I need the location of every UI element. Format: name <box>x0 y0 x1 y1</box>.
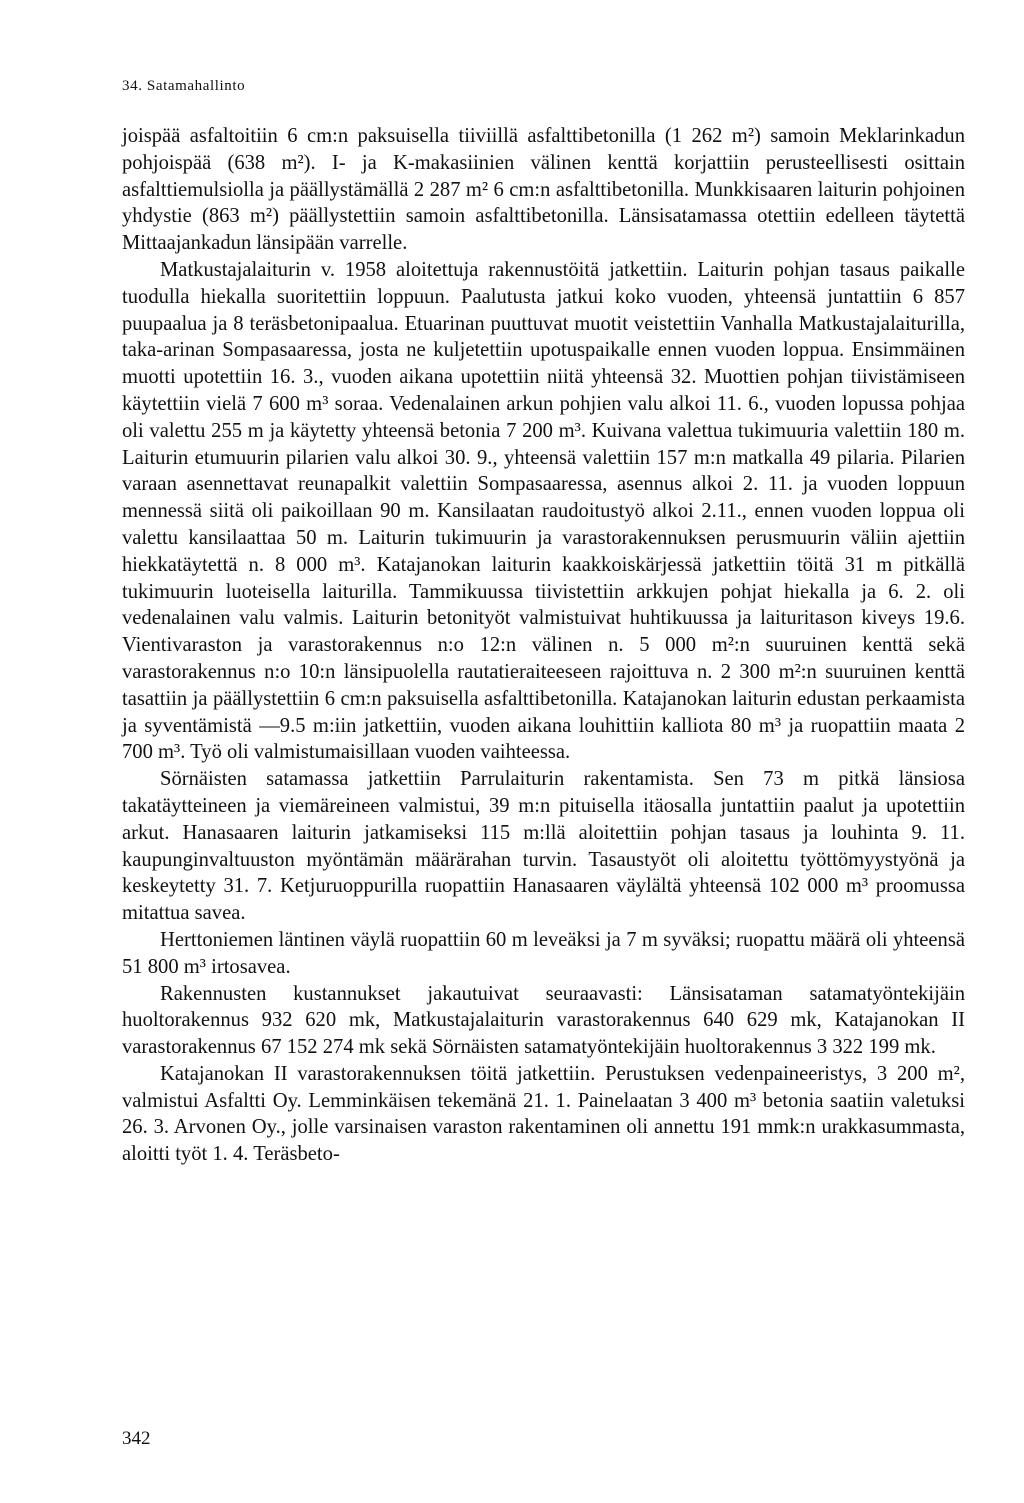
running-header: 34. Satamahallinto <box>122 78 246 94</box>
paragraph-2: Matkustajalaiturin v. 1958 aloitettuja rakennustöitä jatkettiin. Laiturin pohjan tasaus paikalle tuodulla hiekalla suoritettiin loppuun. Paalutusta jatkui koko vuoden, yhteensä juntattiin 6 857 puupaalua ja 8 teräsbetonipaalua. Etuarinan puuttuvat muotit veistettiin Vanhalla Matkustajalaiturilla, taka-arinan Sompasaaressa, josta ne kuljetettiin upotuspaikalle ennen vuoden loppua. Ensimmäinen muotti upotettiin 16. 3., vuoden aikana upotettiin niitä yhteensä 32. Muottien pohjan tiivistämiseen käytettiin vielä 7 600 m³ soraa. Vedenalainen arkun pohjien valu alkoi 11. 6., vuoden lopussa pohjaa oli valettu 255 m ja käytetty yhteensä betonia 7 200 m³. Kuivana valettua tukimuuria valettiin 180 m. Laiturin etumuurin pilarien valu alkoi 30. 9., yhteensä valettiin 157 m:n matkalla 49 pilaria. Pilarien varaan asennettavat reunapalkit valettiin Sompasaaressa, asennus alkoi 2. 11. ja vuoden loppuun mennessä siitä oli paikoillaan 90 m. Kansilaatan raudoitustyö alkoi 2.11., ennen vuoden loppua oli valettu kansilaattaa 50 m. Laiturin tukimuurin ja varastorakennuksen perusmuurin väliin ajettiin hiekkatäytettä n. 8 000 m³. Katajanokan laiturin kaakkoiskärjessä jatkettiin töitä 31 m pitkällä tukimuurin luoteisella laiturilla. Tammikuussa tiivistettiin arkkujen pohjat hiekalla ja 6. 2. oli vedenalainen valu valmis. Laiturin betonityöt valmistuivat huhtikuussa ja laituritason kiveys 19.6. Vientivaraston ja varastorakennus n:o 12:n välinen n. 5 000 m²:n suuruinen kenttä sekä varastorakennus n:o 10:n länsipuolella rautatieraiteeseen rajoittuva n. 2 300 m²:n suuruinen kenttä tasattiin ja päällystettiin 6 cm:n paksuisella asfalttibetonilla. Katajanokan laiturin edustan perkaamista ja syventämistä —9.5 m:iin jatkettiin, vuoden aikana louhittiin kalliota 80 m³ ja ruopattiin maata 2 700 m³. Työ oli valmistumaisillaan vuoden vaihteessa. <box>122 258 965 764</box>
paragraph-1: joispää asfaltoitiin 6 cm:n paksuisella tiiviillä asfalttibetonilla (1 262 m²) samoin Meklarinkadun pohjoispää (638 m²). I- ja K-makasiinien välinen kenttä korjattiin perusteellisesti osittain asfalttiemulsiolla ja päällystämällä 2 287 m² 6 cm:n asfalttibetonilla. Munkkisaaren laiturin pohjoinen yhdystie (863 m²) päällystettiin samoin asfalttibetonilla. Länsisatamassa otettiin edelleen täytettä Mittaajankadun länsipään varrelle. <box>122 125 965 255</box>
paragraph-3: Sörnäisten satamassa jatkettiin Parrulaiturin rakentamista. Sen 73 m pitkä länsiosa takatäytteineen ja viemäreineen valmistui, 39 m:n pituisella itäosalla juntattiin paalut ja upotettiin arkut. Hanasaaren laiturin jatkamiseksi 115 m:llä aloitettiin pohjan tasaus ja louhinta 9. 11. kaupunginvaltuuston myöntämän määrärahan turvin. Tasaustyöt oli aloitettu työttömyystyönä ja keskeytetty 31. 7. Ketjuruoppurilla ruopattiin Hanasaaren väylältä yhteensä 102 000 m³ proomussa mitattua savea. <box>122 768 965 925</box>
paragraph-5: Rakennusten kustannukset jakautuivat seuraavasti: Länsisataman satamatyöntekijäin huoltorakennus 932 620 mk, Matkustajalaiturin varastorakennus 640 629 mk, Katajanokan II varastorakennus 67 152 274 mk sekä Sörnäisten satamatyöntekijäin huoltorakennus 3 322 199 mk. <box>122 982 965 1059</box>
paragraph-6: Katajanokan II varastorakennuksen töitä jatkettiin. Perustuksen vedenpaineeristys, 3 200 m², valmistui Asfaltti Oy. Lemminkäisen tekemänä 21. 1. Painelaatan 3 400 m³ betonia saatiin valetuksi 26. 3. Arvonen Oy., jolle varsinaisen varaston rakentaminen oli annettu 191 mmk:n urakkasummasta, aloitti työt 1. 4. Teräsbeto- <box>122 1062 965 1166</box>
page-number: 342 <box>122 1428 151 1449</box>
body-text <box>122 123 965 1168</box>
paragraph-4: Herttoniemen läntinen väylä ruopattiin 60 m leveäksi ja 7 m syväksi; ruopattu määrä oli yhteensä 51 800 m³ irtosavea. <box>122 928 965 978</box>
